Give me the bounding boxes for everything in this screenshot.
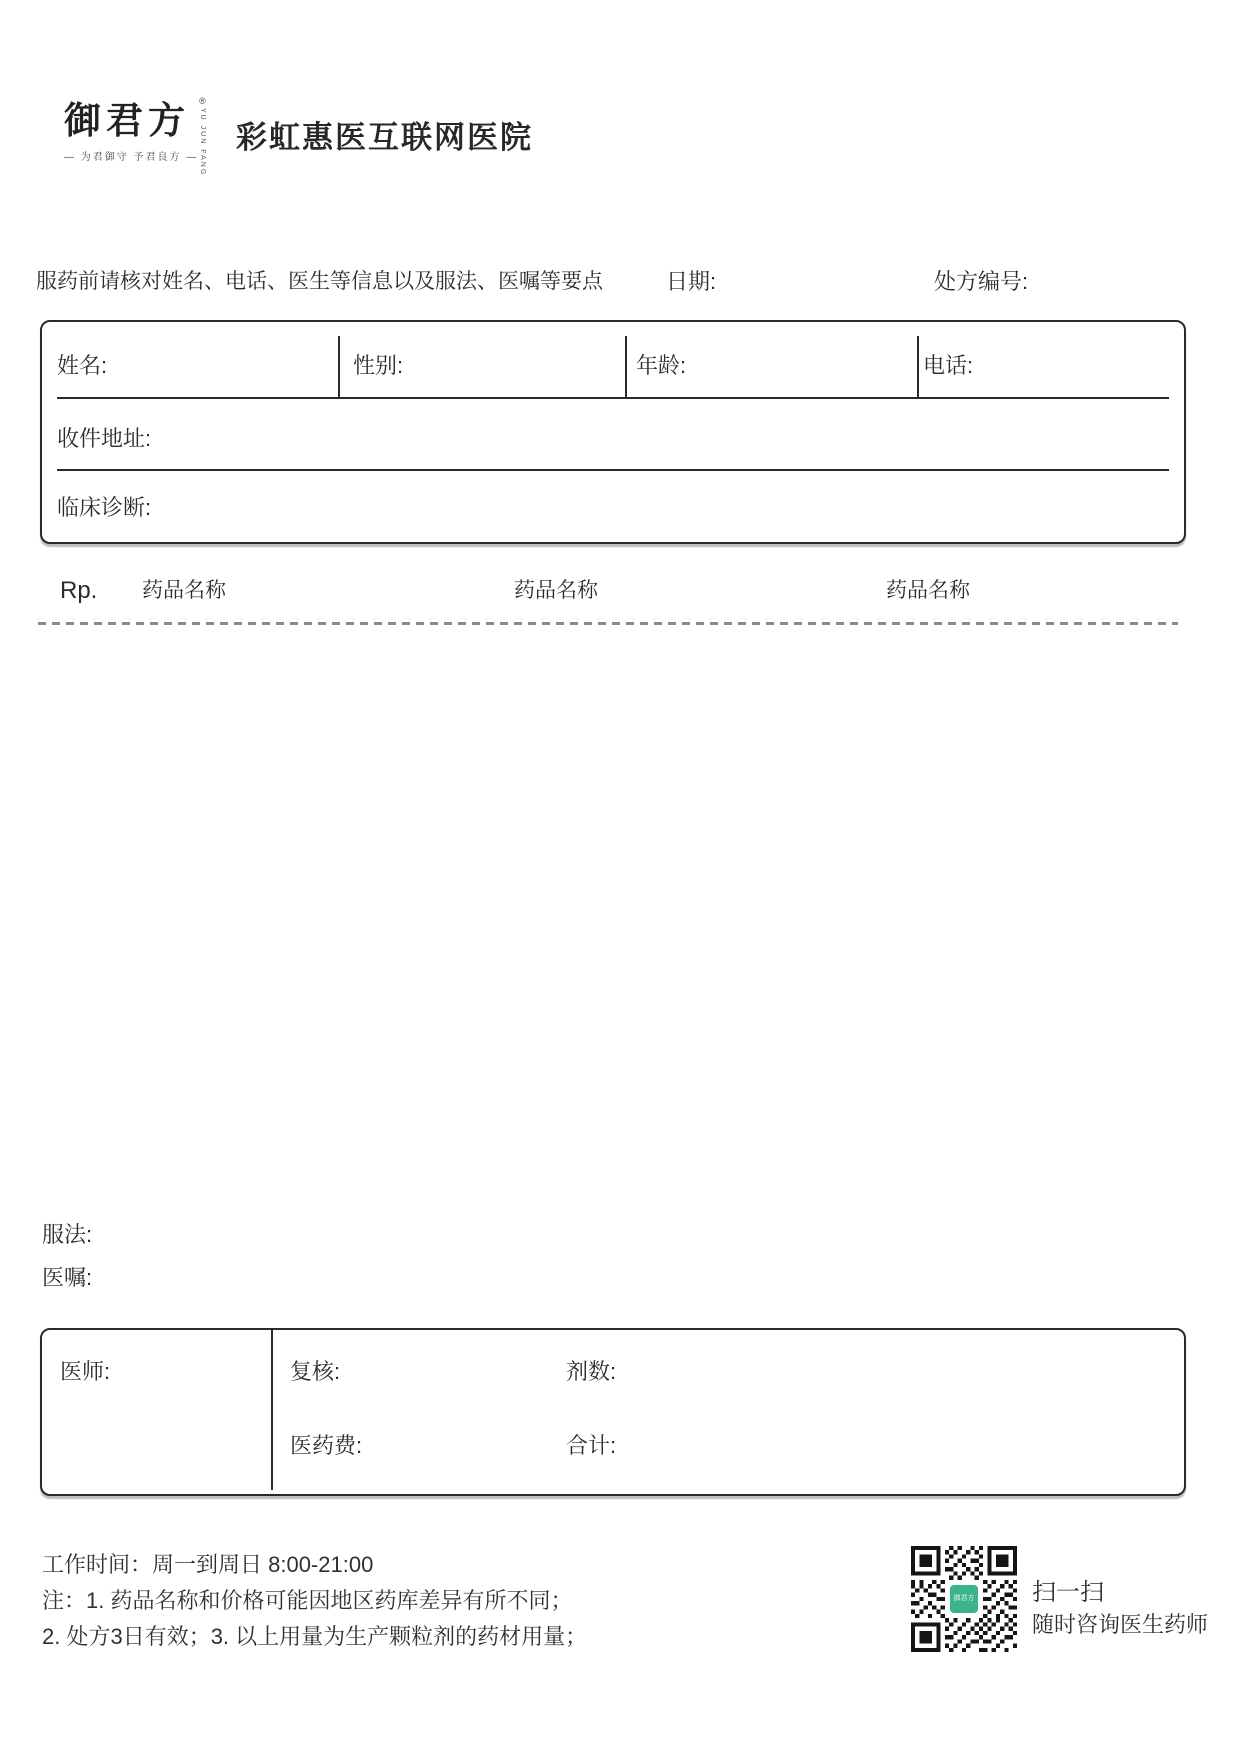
doctor-advice-label: 医嘱: bbox=[42, 1265, 93, 1290]
brand-pinyin: YU JUN FANG bbox=[199, 108, 206, 177]
medicine-fee-label: 医药费: bbox=[290, 1433, 363, 1458]
brand-logo bbox=[64, 96, 234, 177]
scan-title: 扫一扫 bbox=[1032, 1579, 1104, 1606]
drug-name-column-header: 药品名称 bbox=[142, 579, 226, 602]
prescription-number-label: 处方编号: bbox=[934, 269, 1029, 294]
brand-logo-side bbox=[199, 96, 206, 176]
divider-vertical bbox=[338, 336, 340, 397]
divider-horizontal bbox=[57, 397, 1169, 399]
qr-center-brand-logo: 御君方 bbox=[948, 1583, 980, 1615]
gender-label: 性别: bbox=[353, 353, 404, 378]
patient-info-box bbox=[40, 320, 1186, 544]
working-hours-text: 工作时间：周一到周日 8:00-21:00 bbox=[42, 1552, 374, 1577]
reviewer-label: 复核: bbox=[290, 1359, 341, 1384]
name-label: 姓名: bbox=[57, 353, 108, 378]
dose-count-label: 剂数: bbox=[566, 1359, 617, 1384]
doctor-label: 医师: bbox=[60, 1359, 111, 1384]
phone-label: 电话: bbox=[923, 353, 974, 378]
brand-tagline: — 为君御守 予君良方 — bbox=[64, 152, 199, 163]
diagnosis-label: 临床诊断: bbox=[57, 495, 152, 520]
divider-vertical bbox=[917, 336, 919, 397]
usage-label: 服法: bbox=[42, 1222, 93, 1247]
divider-horizontal bbox=[57, 469, 1169, 471]
date-label: 日期: bbox=[666, 269, 717, 294]
drug-name-column-header: 药品名称 bbox=[886, 579, 970, 602]
rp-label: Rp. bbox=[60, 577, 98, 604]
registered-trademark-icon: ® bbox=[199, 96, 206, 106]
total-label: 合计: bbox=[566, 1433, 617, 1458]
age-label: 年龄: bbox=[636, 353, 687, 378]
footer-note-line1: 注：1. 药品名称和价格可能因地区药库差异有所不同； bbox=[42, 1588, 573, 1613]
qr-code bbox=[911, 1546, 1017, 1652]
divider-vertical bbox=[271, 1330, 273, 1490]
drug-name-column-header: 药品名称 bbox=[514, 579, 598, 602]
brand-name: 御君方 bbox=[64, 98, 190, 142]
divider-vertical bbox=[625, 336, 627, 397]
footer-note-line2: 2. 处方3日有效；3. 以上用量为生产颗粒剂的药材用量； bbox=[42, 1624, 588, 1649]
dashed-separator bbox=[38, 622, 1178, 625]
signature-fee-box bbox=[40, 1328, 1186, 1496]
address-label: 收件地址: bbox=[57, 426, 152, 451]
scan-subtitle: 随时咨询医生药师 bbox=[1032, 1612, 1209, 1637]
verify-notice-text: 服药前请核对姓名、电话、医生等信息以及服法、医嘱等要点 bbox=[36, 270, 603, 293]
hospital-title: 彩虹惠医互联网医院 bbox=[236, 120, 533, 155]
